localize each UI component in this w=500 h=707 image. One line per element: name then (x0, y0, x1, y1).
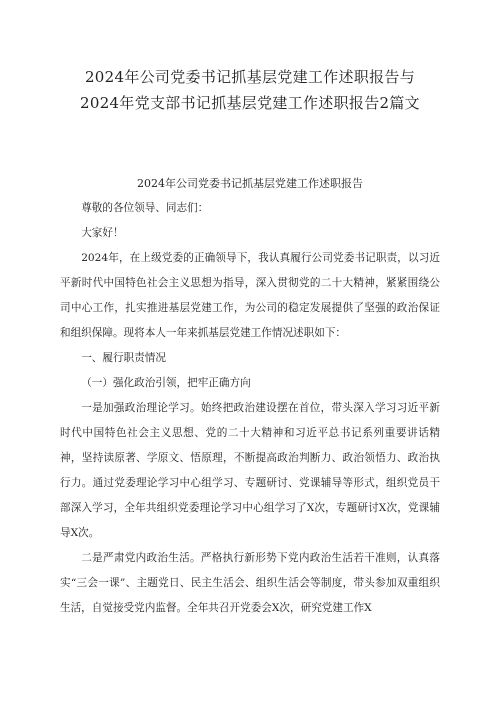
heading-duties: 一、履行职责情况 (81, 352, 166, 364)
document-title (40, 64, 460, 116)
section-title: 2024年公司党委书记抓基层党建工作述职报告 (137, 177, 363, 190)
paragraph-theory-study: 一是加强政治理论学习。始终把政治建设摆在首位，带头深入学习习近平新时代中国特色社会主义思想、党的二十大精神和习近平总书记系列重要讲话精神，坚持读原著、学原文、悟原理，不断提高政治判断力、政治领悟力、政治执行力。通过党委理论学习中心组学习、专题研讨、党课辅导等形式，组织党员干部深入学习，全年共组织党委理论学习中心组学习了X次，专题研讨X次，党课辅导X次。 (60, 402, 440, 539)
paragraph-salutation: 尊敬的各位领导、同志们： (81, 202, 209, 214)
subheading-political-leadership: （一）强化政治引领，把牢正确方向 (81, 377, 251, 389)
document-title-line-1: 2024年公司党委书记抓基层党建工作述职报告与 (84, 68, 416, 86)
document-body (60, 196, 440, 621)
paragraph-party-life: 二是严肃党内政治生活。严格执行新形势下党内政治生活若干准则，认真落实“三会一课”、主题党日、民主生活会、组织生活会等制度，带头参加双重组织生活，自觉接受党内监督。全年共召开党委会X次，研究党建工作X (60, 552, 440, 614)
paragraph-intro: 2024年，在上级党委的正确领导下，我认真履行公司党委书记职责，以习近平新时代中国特色社会主义思想为指导，深入贯彻党的二十大精神，紧紧围绕公司中心工作，扎实推进基层党建工作，为公司的稳定发展提供了坚强的政治保证和组织保障。现将本人一年来抓基层党建工作情况述职如下： (60, 252, 440, 339)
document-title-line-2: 2024年党支部书记抓基层党建工作述职报告2篇文 (80, 94, 420, 112)
paragraph-greeting: 大家好！ (81, 227, 124, 239)
